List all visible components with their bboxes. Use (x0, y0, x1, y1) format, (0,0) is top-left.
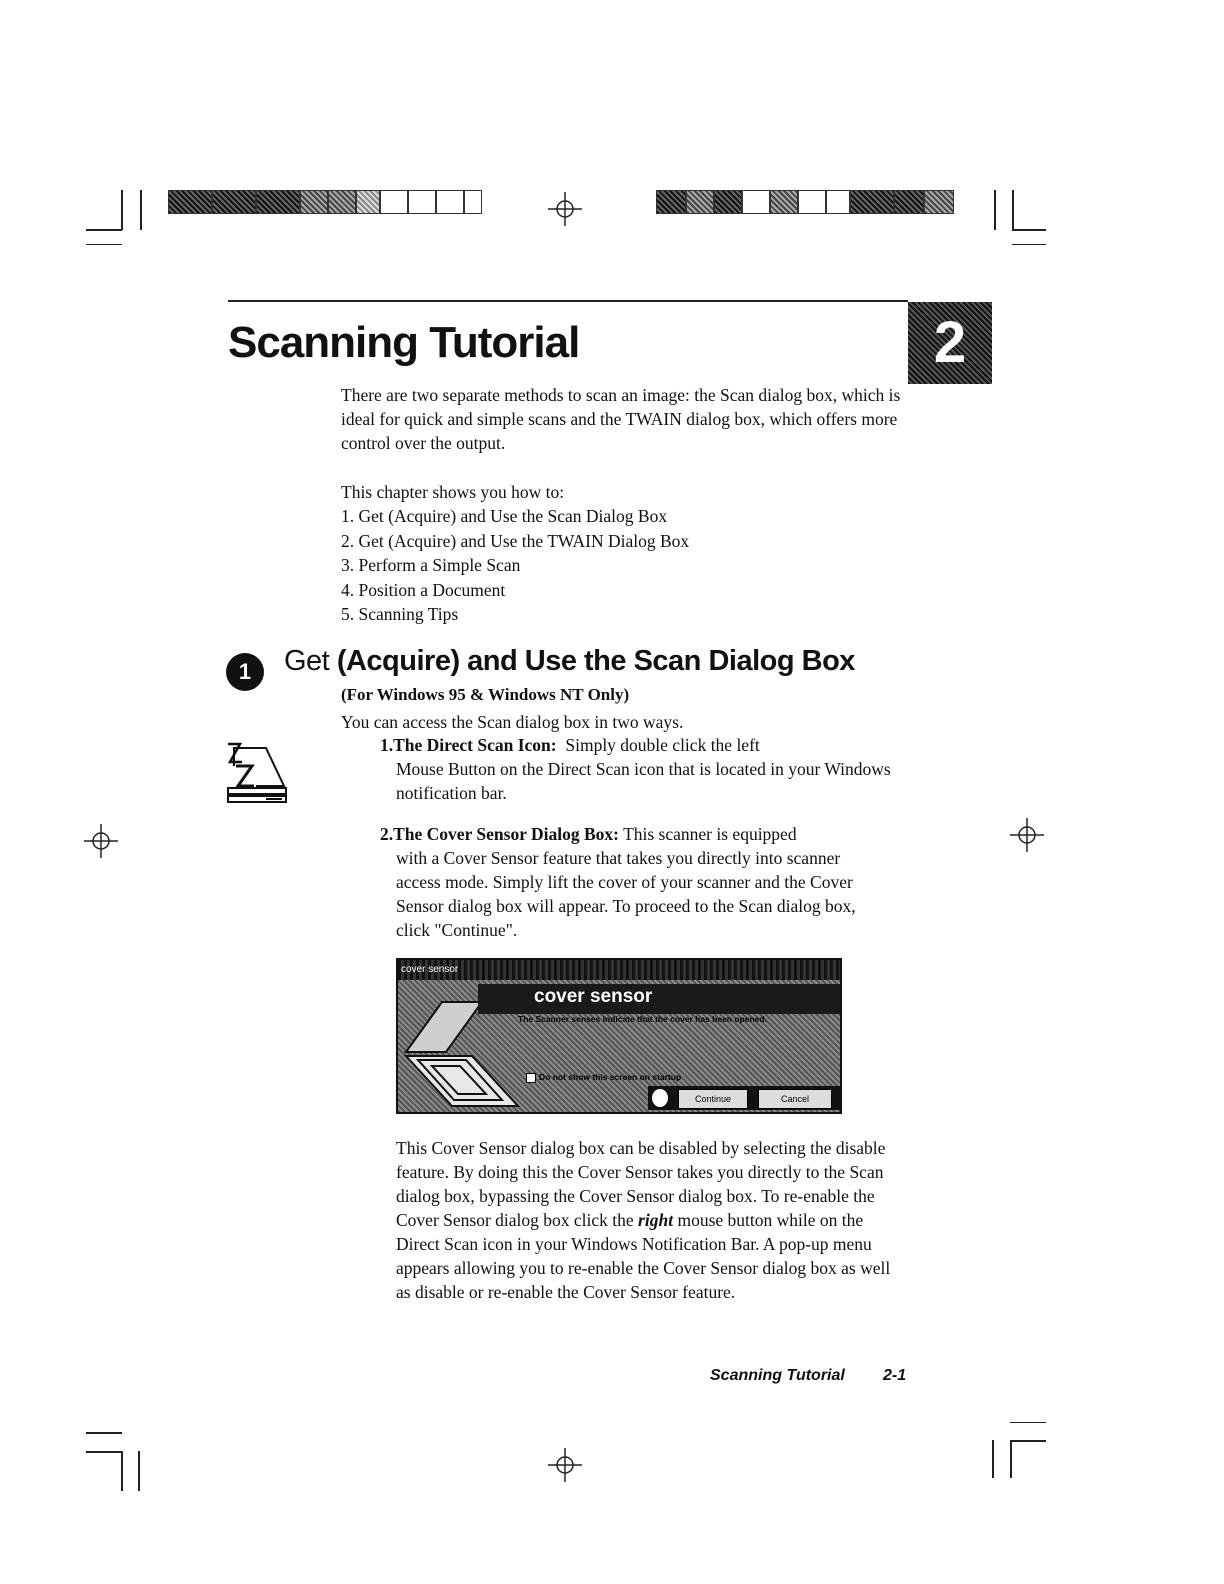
crop-mark (994, 190, 996, 230)
continue-button[interactable]: Continue (678, 1089, 748, 1109)
footer-page-number: 2-1 (883, 1367, 907, 1384)
chapter-intro: There are two separate methods to scan an image: the Scan dialog box, which is ideal for quick and simple scans and the TWAIN dialog box, which offers more control over the output. (341, 385, 901, 453)
crop-mark (121, 1451, 123, 1491)
crop-mark (121, 190, 123, 230)
direct-scan-icon (226, 740, 288, 804)
list-item: 2. Get (Acquire) and Use the TWAIN Dialog Box (341, 530, 690, 551)
crop-mark (86, 1451, 122, 1453)
dialog-heading-band (478, 984, 840, 1014)
emphasis-right: right (638, 1210, 674, 1230)
crop-mark (138, 1451, 140, 1491)
list-item: 3. Perform a Simple Scan (341, 555, 521, 575)
dont-show-checkbox[interactable] (526, 1073, 536, 1083)
crop-mark (992, 1440, 994, 1478)
crop-mark (86, 229, 122, 231)
list-item: 4. Position a Document (341, 579, 506, 600)
chapter-contents-list (341, 504, 689, 627)
calibration-bar-left (168, 190, 482, 214)
crop-mark (1012, 244, 1046, 245)
calibration-bar-right (656, 190, 954, 214)
crop-mark (1010, 1440, 1046, 1442)
access-method-cover-sensor (380, 822, 880, 942)
item-text-continued: with a Cover Sensor feature that takes you directly into scanner access mode. Simply lift the cover of your scanner and the Cover Sensor dialog box will appear. To proceed to the Scan dialog box, click "Continue". (396, 848, 856, 940)
dialog-heading: cover sensor (534, 986, 653, 1007)
section-title-get: Get (284, 645, 330, 677)
cancel-button[interactable]: Cancel (758, 1089, 832, 1109)
registration-mark-icon (548, 192, 582, 226)
section-title-rest: (Acquire) and Use the Scan Dialog Box (336, 645, 855, 677)
item-label: 1.The Direct Scan Icon: (380, 735, 557, 755)
registration-mark-icon (548, 1448, 582, 1482)
item-text: This scanner is equipped (619, 824, 797, 844)
item-text-continued: Mouse Button on the Direct Scan icon that is located in your Windows notification bar. (396, 759, 891, 803)
chapter-title: Scanning Tutorial (228, 318, 580, 367)
item-label: 2.The Cover Sensor Dialog Box: (380, 824, 620, 844)
paragraph-text: mouse button while on the Direct Scan icon in your Windows Notification Bar. A pop-up menu appears allowing you to re-enable the Cover Sensor dialog box as well as disable or re-enable the Cover Sensor feature. (396, 1210, 891, 1302)
crop-mark (1010, 1422, 1046, 1423)
crop-mark (1012, 190, 1014, 230)
dialog-checkbox-row[interactable] (526, 1072, 681, 1083)
registration-mark-icon (1010, 818, 1044, 852)
dialog-message: The Scanner senses indicate that the cover has been opened. (518, 1014, 767, 1024)
crop-mark (140, 190, 142, 230)
section-title (284, 645, 855, 678)
access-method-direct-scan (380, 733, 900, 805)
item-text: Simply double click the left (556, 735, 760, 755)
registration-mark-icon (84, 824, 118, 858)
crop-mark (86, 1432, 122, 1434)
cover-sensor-disable-paragraph (396, 1136, 896, 1304)
section-subtitle: (For Windows 95 & Windows NT Only) (341, 685, 630, 704)
dont-show-label: Do not show this screen on startup (539, 1072, 682, 1082)
chapter-shows-heading: This chapter shows you how to: (341, 482, 565, 502)
chapter-number-tab: 2 (908, 302, 992, 384)
section-intro: You can access the Scan dialog box in two ways. (341, 712, 684, 732)
section-number-badge: 1 (226, 653, 264, 691)
dialog-titlebar: cover sensor (398, 960, 842, 980)
crop-mark (86, 244, 122, 245)
crop-mark (1012, 229, 1046, 231)
footer-chapter-title: Scanning Tutorial (710, 1367, 845, 1384)
list-item: 5. Scanning Tips (341, 604, 459, 624)
list-item: 1. Get (Acquire) and Use the Scan Dialog Box (341, 506, 668, 526)
dialog-bullet-icon (652, 1089, 668, 1107)
paragraph-text: This Cover Sensor dialog box can be disabled by selecting the disable feature. By doing this the Cover Sensor takes you directly to the Scan dialog box, bypassing the Cover Sensor dialog box. To re-enable the Cover Sensor dialog box click the (396, 1138, 886, 1230)
title-rule (228, 300, 908, 302)
crop-mark (1010, 1440, 1012, 1478)
cover-sensor-dialog-screenshot (396, 958, 842, 1114)
